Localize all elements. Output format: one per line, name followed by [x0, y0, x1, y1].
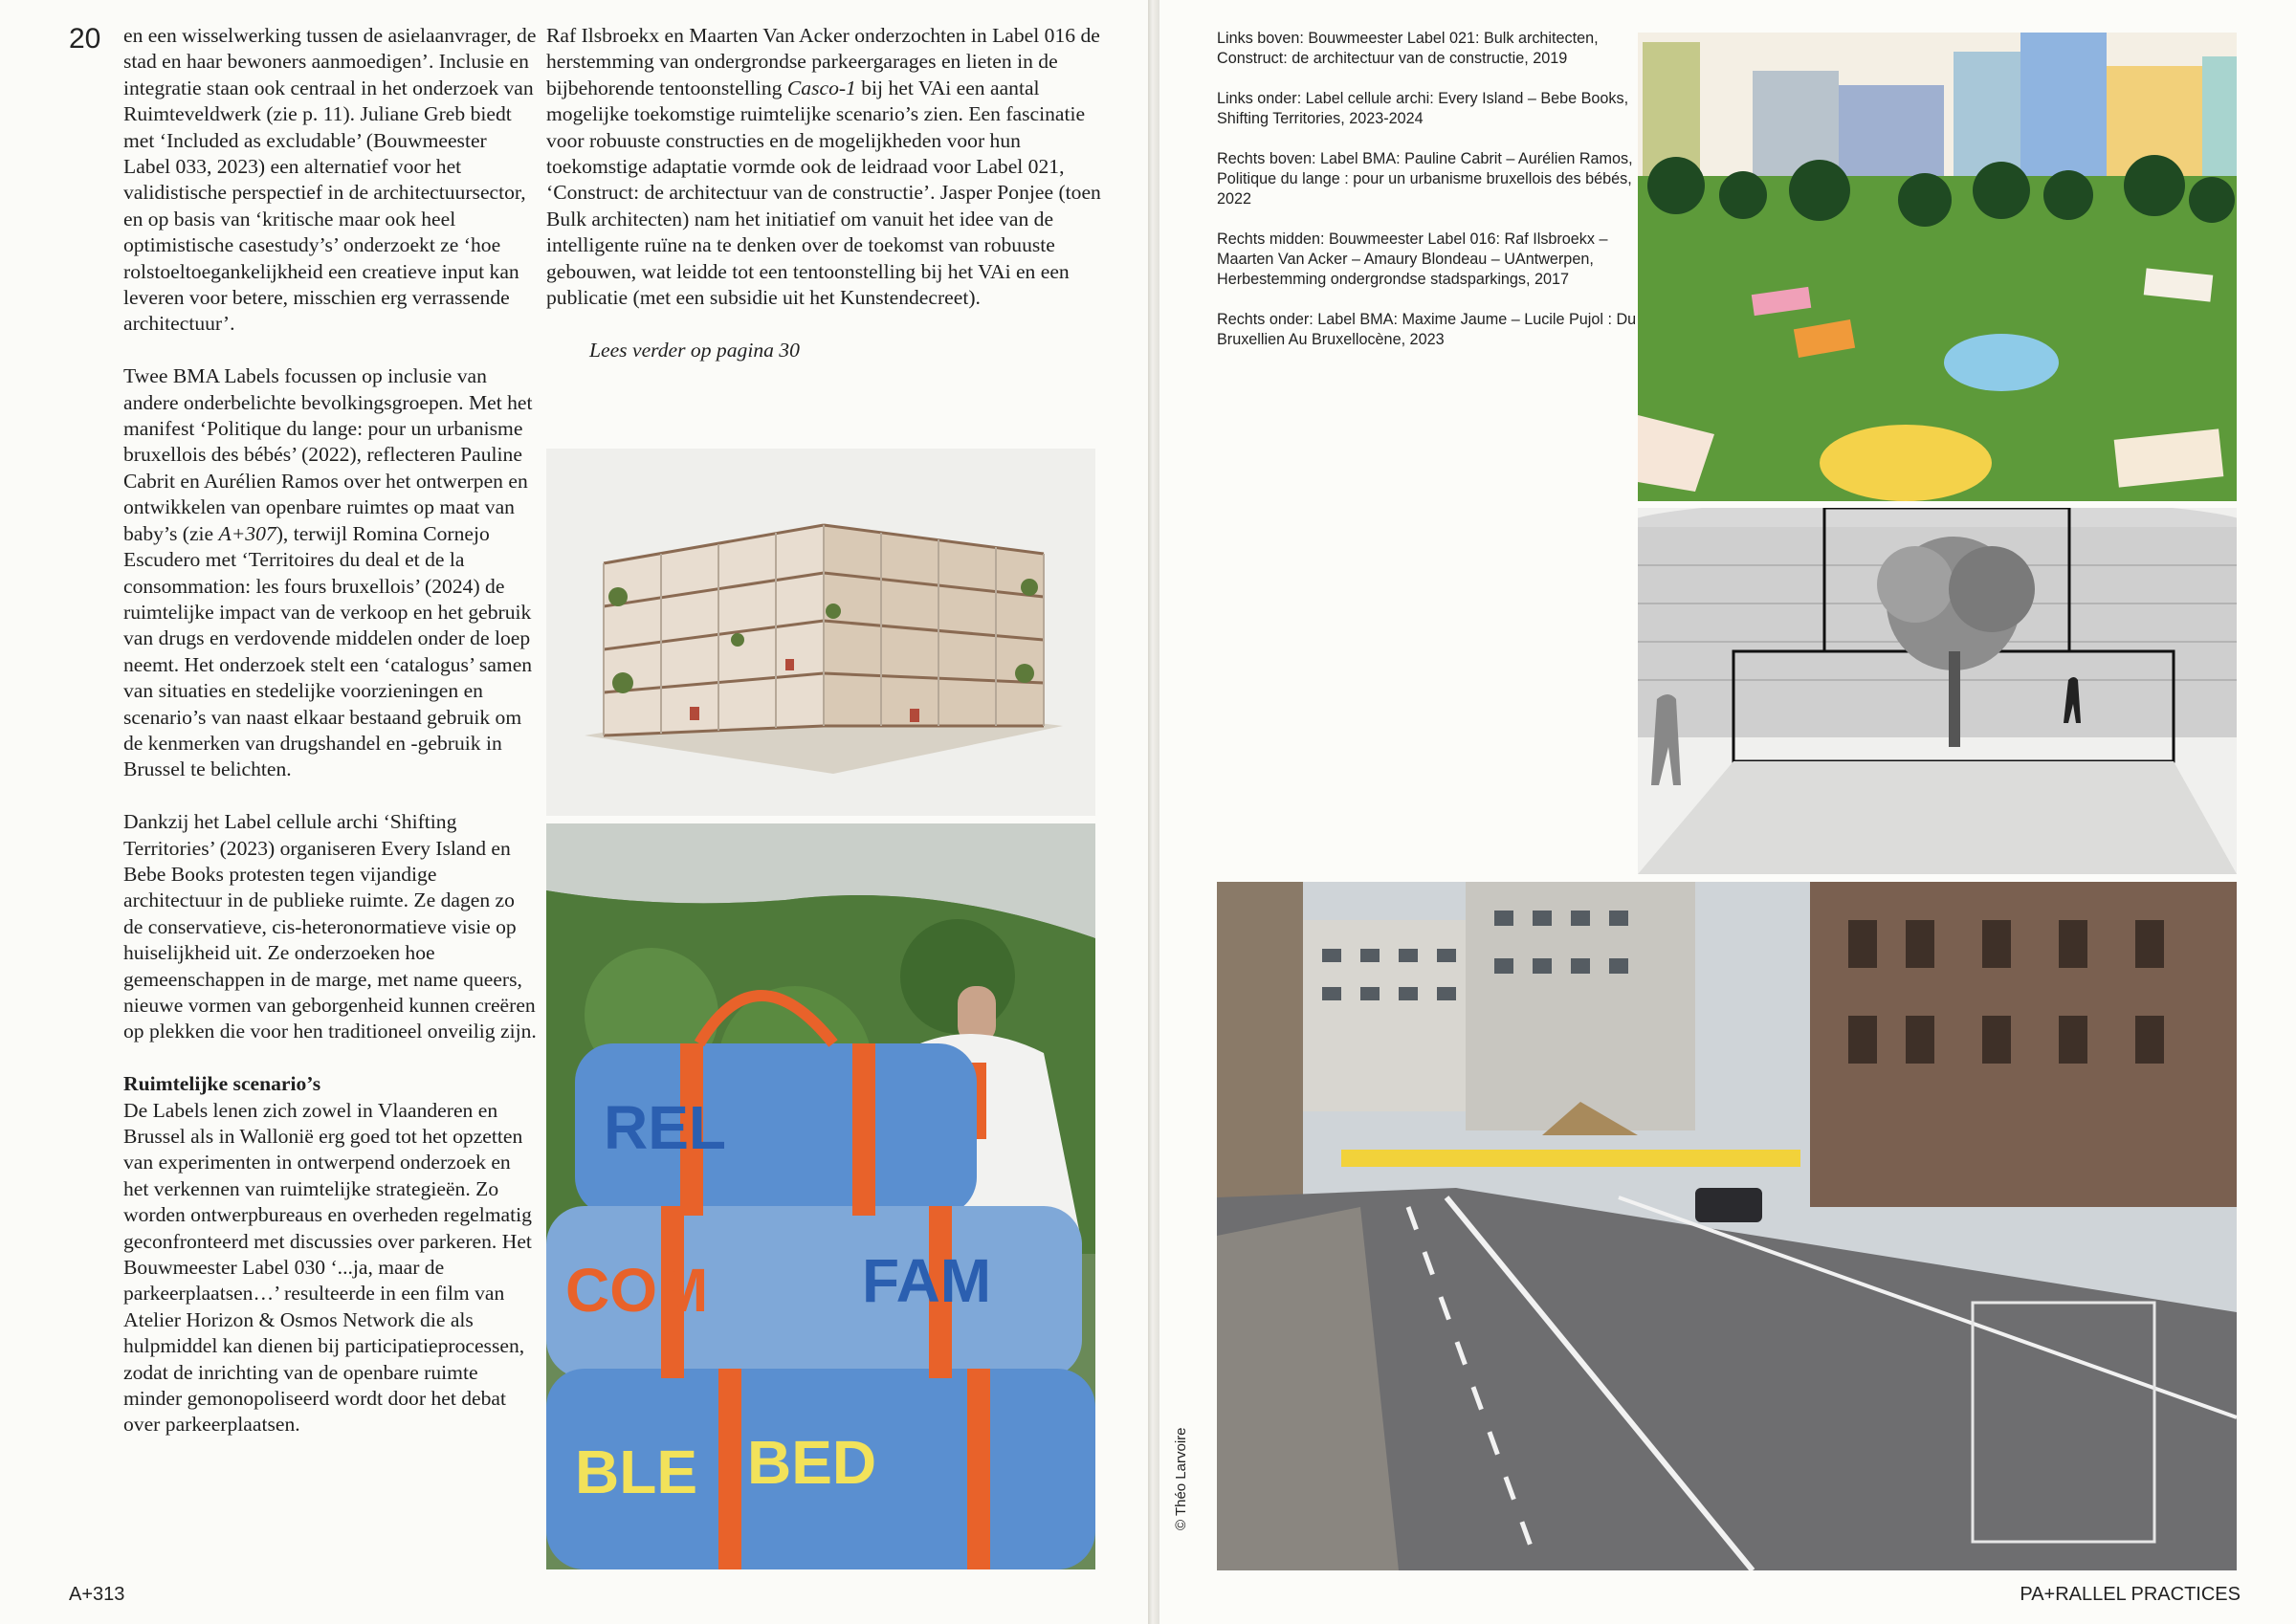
- image-captions: [1217, 29, 1638, 370]
- section-heading: Ruimtelijke scenario’s: [123, 1072, 321, 1096]
- section: [123, 1071, 537, 1438]
- photo-building-model: [546, 449, 1095, 816]
- caption-top-right: Rechts boven: Label BMA: Pauline Cabrit – Aurélien Ramos, Politique du lange : pour un urbanisme bruxellois des bébés, 2022: [1217, 150, 1633, 208]
- paragraph: Raf Ilsbroekx en Maarten Van Acker onderzochten in Label 016 de herstemming van ondergrondse parkeergarages en lieten in de bijbehorende tentoonstelling Casco-1 bij het VAi een aantal mogelijke toekomstige ruimtelijke scenario’s zien. Een fascinatie voor robuuste constructies en de mogelijkheden voor hun toekomstige adaptatie vormde ook de leidraad voor Label 021, ‘Construct: de architectuur van de constructie’. Jasper Ponjee (toen Bulk architecten) nam het initiatief om vanuit het idee van de intelligente ruïne na te denken over de toekomst van robuuste gebouwen, wat leidde tot een tentoonstelling bij het VAi en een publicatie (met een subsidie uit het Kunstendecreet).: [546, 24, 1101, 310]
- caption-bottom-right: Rechts onder: Label BMA: Maxime Jaume – Lucile Pujol : Du Bruxellien Au Bruxellocène, 2023: [1217, 311, 1637, 348]
- svg-text:FAM: FAM: [862, 1246, 992, 1315]
- page-number: 20: [69, 23, 101, 55]
- paragraph: Dankzij het Label cellule archi ‘Shifting Territories’ (2023) organiseren Every Island en Bebe Books protesten tegen vijandige architectuur in de publieke ruimte. Ze dagen zo de conservatieve, cis-heteronormatieve visie op huiselijkheid uit. Ze onderzoeken hoe gemeenschappen in de marge, met name queers, nieuwe vormen van geborgenheid kunnen creëren op plekken die voor hen traditioneel onveilig zijn.: [123, 810, 537, 1043]
- svg-text:BED: BED: [747, 1428, 877, 1497]
- footer-magazine-issue: A+313: [69, 1584, 125, 1605]
- paragraph: De Labels lenen zich zowel in Vlaanderen en Brussel als in Wallonië erg goed tot het opzetten van experimenten in ontwerpend onderzoek en het verkennen van ruimtelijke strategieën. Zo worden ontwerpbureaus en overheden regelmatig geconfronteerd met discussies over parkeren. Het Bouwmeester Label 030 ‘...ja, maar de parkeerplaatsen…’ resulteerde in een film van Atelier Horizon & Osmos Network die als hulpmiddel kan dienen bij participatieprocessen, zodat de inrichting van de openbare ruimte minder gemonopoliseerd wordt door het debat over parkeerplaatsen.: [123, 1098, 532, 1437]
- paragraph: Twee BMA Labels focussen op inclusie van andere onderbelichte bevolkingsgroepen. Met het manifest ‘Politique du lange: pour un urbanisme bruxellois des bébés’ (2022), reflecteren Pauline Cabrit en Aurélien Ramos over het ontwerpen en ontwikkelen van openbare ruimtes op maat van baby’s (zie A+307), terwijl Romina Cornejo Escudero met ‘Territoires du deal et de la consommation: les fours bruxellois’ (2024) de ruimtelijke impact van de verkoop en het gebruik van drugs en verdovende middelen onder de loep neemt. Het onderzoek stelt een ‘catalogus’ samen van situaties en stedelijke voorzieningen en scenario’s van naast elkaar bestaand gebruik om de kenmerken van drugshandel en -gebruik in Brussel te belichten.: [123, 364, 533, 781]
- footer-section-title: PA+RALLEL PRACTICES: [2020, 1584, 2241, 1605]
- right-page: [1159, 0, 2296, 1624]
- text-column-2: [546, 23, 1101, 363]
- read-more-link[interactable]: Lees verder op pagina 30: [589, 338, 800, 362]
- illustration-park: [1638, 33, 2237, 501]
- text-column-1: [123, 23, 537, 1438]
- caption-middle-right: Rechts midden: Bouwmeester Label 016: Raf Ilsbroekx – Maarten Van Acker – Amaury Blondeau – UAntwerpen, Herbestemming ondergrondse stadsparkings, 2017: [1217, 230, 1608, 288]
- caption-bottom-left: Links onder: Label cellule archi: Every Island – Bebe Books, Shifting Territories, 2023-2024: [1217, 90, 1629, 127]
- svg-text:BLE: BLE: [575, 1437, 697, 1506]
- photo-credit: © Théo Larvoire: [1173, 1427, 1189, 1530]
- photo-protest-bags: [546, 823, 1095, 1569]
- photo-brussels-street: [1217, 882, 2237, 1570]
- render-underground-parking: [1638, 508, 2237, 874]
- svg-text:COM: COM: [565, 1256, 709, 1325]
- svg-text:REL: REL: [604, 1093, 726, 1162]
- paragraph: en een wisselwerking tussen de asielaanvrager, de stad en haar bewoners aanmoedigen’. Inclusie en integratie staan ook centraal in het onderzoek van Ruimteveldwerk (zie p. 11). Juliane Greb biedt met ‘Included as excludable’ (Bouwmeester Label 033, 2023) een alternatief voor het validistische perspectief in de architectuursector, en op basis van ‘kritische maar ook heel optimistische casestudy’s’ onderzoekt ze ‘hoe rolstoeltoegankelijkheid een creatieve input kan leveren voor betere, misschien erg verrassende architectuur’.: [123, 24, 537, 336]
- book-gutter: [1148, 0, 1159, 1624]
- caption-top-left: Links boven: Bouwmeester Label 021: Bulk architecten, Construct: de architectuur van de constructie, 2019: [1217, 30, 1599, 67]
